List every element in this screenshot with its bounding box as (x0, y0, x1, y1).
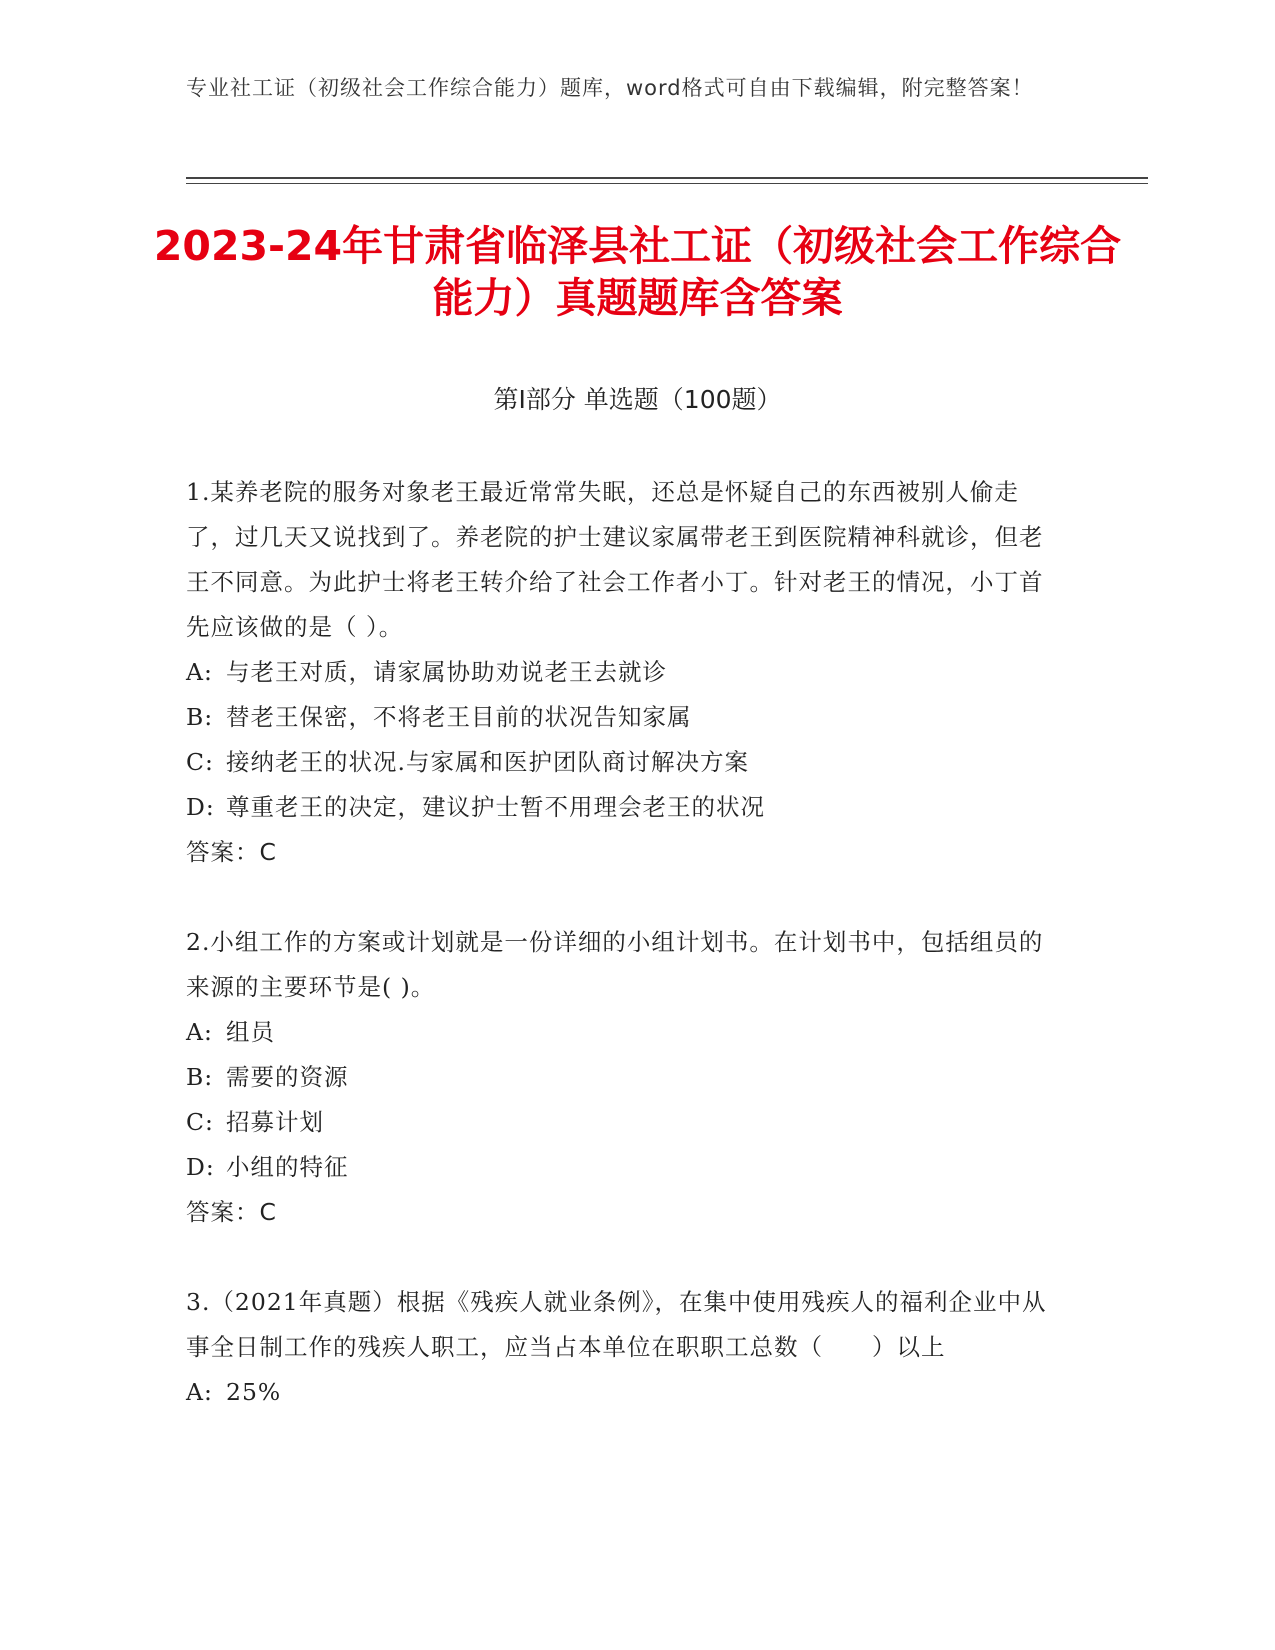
question-stem: 1.某养老院的服务对象老王最近常常失眠，还总是怀疑自己的东西被别人偷走了，过几天又说找到了。养老院的护士建议家属带老王到医院精神科就诊，但老王不同意。为此护士将老王转介给了社会工作者小丁。针对老王的情况，小丁首先应该做的是（ ）。 (186, 478, 1044, 641)
option-text: 小组的特征 (226, 1153, 349, 1181)
option-a (186, 1370, 1066, 1415)
option-c (186, 740, 1066, 785)
question-2 (186, 920, 1066, 1235)
question-1 (186, 470, 1066, 875)
option-key: D: (186, 1153, 215, 1181)
option-key: A: (186, 658, 213, 686)
option-text: 组员 (226, 1018, 275, 1046)
option-text: 接纳老王的状况.与家属和医护团队商讨解决方案 (226, 748, 749, 776)
option-d (186, 1145, 1066, 1190)
option-text: 尊重老王的决定，建议护士暂不用理会老王的状况 (226, 793, 765, 821)
option-key: A: (186, 1018, 213, 1046)
question-stem: 2.小组工作的方案或计划就是一份详细的小组计划书。在计划书中，包括组员的来源的主要环节是( )。 (186, 928, 1044, 1001)
option-text: 替老王保密，不将老王目前的状况告知家属 (226, 703, 692, 731)
option-key: C: (186, 748, 214, 776)
option-key: D: (186, 793, 215, 821)
option-a (186, 1010, 1066, 1055)
option-key: B: (186, 703, 214, 731)
option-b (186, 695, 1066, 740)
question-stem: 3.（2021年真题）根据《残疾人就业条例》，在集中使用残疾人的福利企业中从事全日制工作的残疾人职工，应当占本单位在职职工总数（ ）以上 (186, 1288, 1047, 1361)
header-divider-thick (186, 177, 1148, 179)
question-list (186, 470, 1066, 1460)
option-key: C: (186, 1108, 214, 1136)
section-title: 第Ⅰ部分 单选题（100题） (493, 385, 782, 414)
option-text: 需要的资源 (226, 1063, 349, 1091)
option-d (186, 785, 1066, 830)
option-key: A: (186, 1378, 213, 1406)
option-text: 与老王对质，请家属协助劝说老王去就诊 (226, 658, 667, 686)
header-divider-thin (186, 183, 1148, 184)
answer-text: 答案：C (186, 838, 277, 866)
option-a (186, 650, 1066, 695)
header-note: 专业社工证（初级社会工作综合能力）题库，word格式可自由下载编辑，附完整答案！ (186, 76, 1034, 100)
question-3 (186, 1280, 1066, 1415)
option-text: 招募计划 (226, 1108, 324, 1136)
document-title: 2023-24年甘肃省临泽县社工证（初级社会工作综合能力）真题题库含答案 (153, 222, 1122, 322)
option-b (186, 1055, 1066, 1100)
option-c (186, 1100, 1066, 1145)
option-text: 25% (226, 1378, 282, 1406)
answer-text: 答案：C (186, 1198, 277, 1226)
option-key: B: (186, 1063, 214, 1091)
